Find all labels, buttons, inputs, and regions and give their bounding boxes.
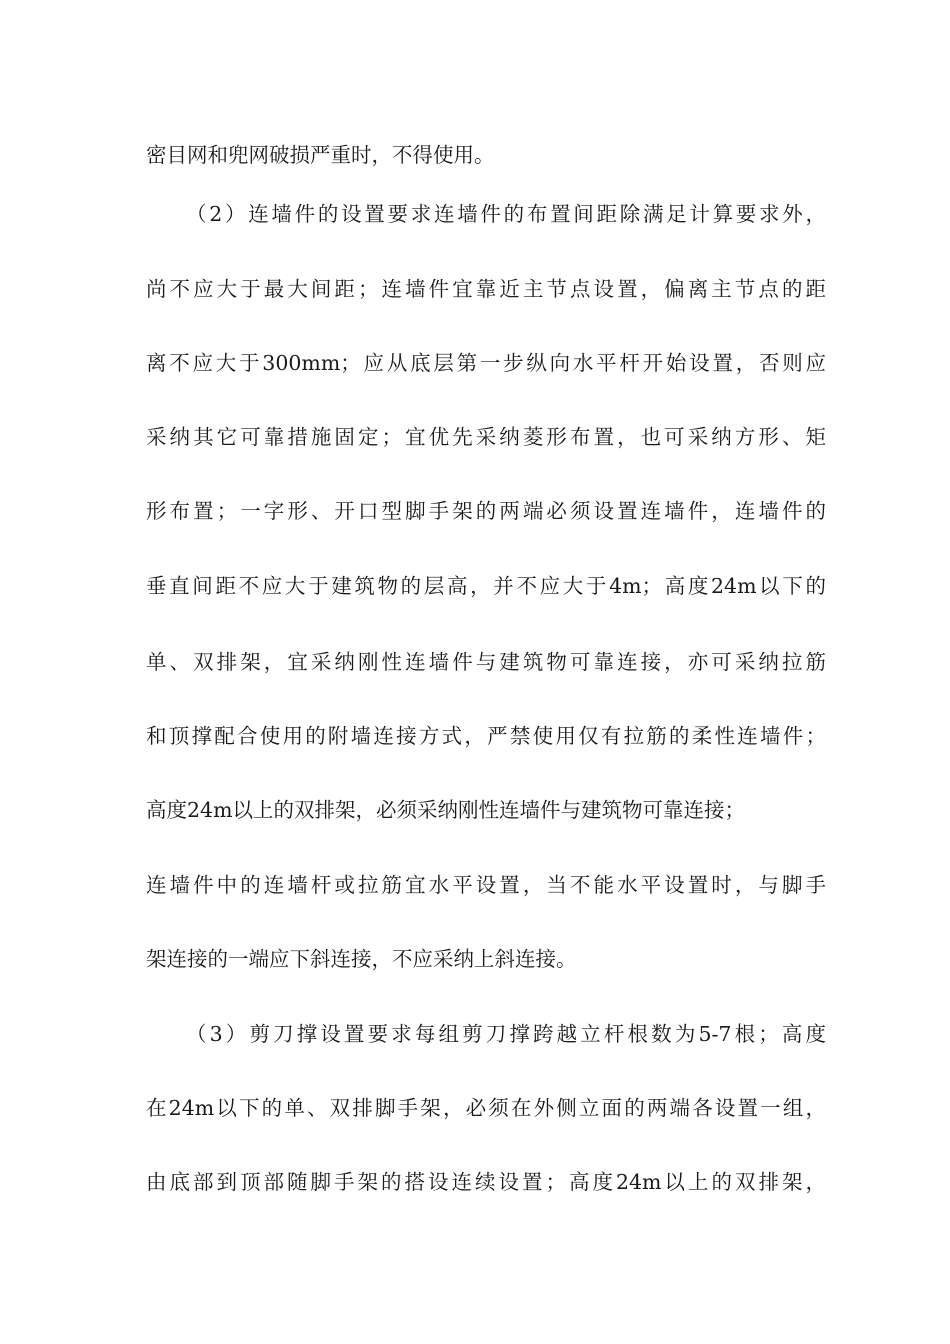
text-line-11: 连墙件中的连墙杆或拉筋宜水平设置，当不能水平设置时，与脚手 — [146, 873, 826, 897]
text-line-12: 架连接的一端应下斜连接，不应采纳上斜连接。 — [146, 947, 577, 971]
text-line-5: 采纳其它可靠措施固定；宜优先采纳菱形布置，也可采纳方形、矩 — [146, 425, 826, 449]
text-line-10: 高度24m以上的双排架，必须采纳刚性连墙件与建筑物可靠连接； — [146, 798, 746, 822]
text-line-4: 离不应大于300mm；应从底层第一步纵向水平杆开始设置，否则应 — [146, 351, 826, 375]
text-line-3: 尚不应大于最大间距；连墙件宜靠近主节点设置，偏离主节点的距 — [146, 277, 826, 301]
text-line-7: 垂直间距不应大于建筑物的层高，并不应大于4m；高度24m以下的 — [146, 574, 826, 598]
text-line-13: （3）剪刀撑设置要求每组剪刀撑跨越立杆根数为5-7根；高度 — [186, 1022, 826, 1046]
text-line-2: （2）连墙件的设置要求连墙件的布置间距除满足计算要求外， — [186, 202, 826, 226]
text-line-6: 形布置；一字形、开口型脚手架的两端必须设置连墙件，连墙件的 — [146, 499, 826, 523]
text-line-15: 由底部到顶部随脚手架的搭设连续设置；高度24m以上的双排架， — [146, 1170, 826, 1194]
text-line-14: 在24m以下的单、双排脚手架，必须在外侧立面的两端各设置一组， — [146, 1096, 826, 1120]
text-line-9: 和顶撑配合使用的附墙连接方式，严禁使用仅有拉筋的柔性连墙件； — [146, 724, 826, 748]
text-line-8: 单、双排架，宜采纳刚性连墙件与建筑物可靠连接，亦可采纳拉筋 — [146, 650, 826, 674]
text-line-1: 密目网和兜网破损严重时，不得使用。 — [146, 143, 495, 167]
